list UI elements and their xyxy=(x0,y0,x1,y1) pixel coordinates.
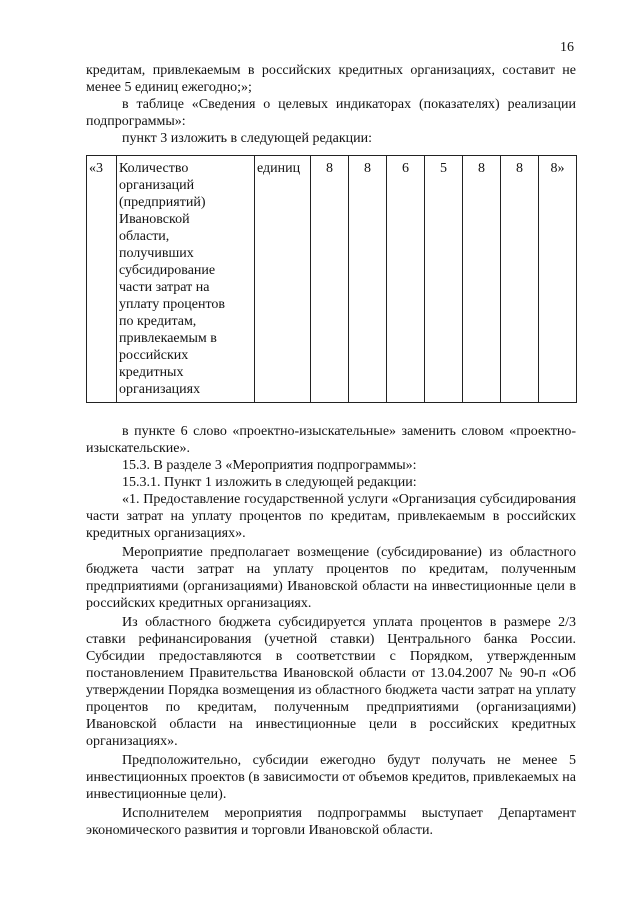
indicator-line: уплату процентов xyxy=(119,297,225,312)
paragraph: Из областного бюджета субсидируется уплата процентов в размере 2/3 ставки рефинансирования (учетной ставки) Центрального банка России. Субсидии предоставляются в соответствии с Порядком, утвержденным постановлением Правительства Ивановской области от 13.04.2007 № 90-п «Об утверждении Порядка возмещения из областного бюджета части затрат на уплату процентов по кредитам, полученным предприятиями (организациями) Ивановской области на инвестиционные цели в российских кредитных организациях». xyxy=(86,615,576,749)
paragraph: в пункте 6 слово «проектно-изыскательные» заменить словом «проектно-изыскательские». xyxy=(86,424,576,456)
indicator-line: (предприятий) xyxy=(119,195,206,210)
indicator-line: Количество xyxy=(119,161,189,176)
indicator-table xyxy=(86,155,577,403)
section-heading: 15.3. В разделе 3 «Мероприятия подпрограммы»: xyxy=(122,458,417,473)
paragraph: в таблице «Сведения о целевых индикаторах (показателях) реализации подпрограммы»: xyxy=(86,97,576,129)
page-number: 16 xyxy=(560,40,574,55)
indicator-line: кредитных xyxy=(119,365,184,380)
indicator-line: привлекаемым в xyxy=(119,331,217,346)
table-cell-value: 8 xyxy=(311,156,349,403)
indicator-line: по кредитам, xyxy=(119,314,197,329)
indicator-line: области, xyxy=(119,229,170,244)
table-cell-value: 8» xyxy=(539,156,577,403)
table-cell-value: 5 xyxy=(425,156,463,403)
table-cell-value: 8 xyxy=(463,156,501,403)
table-cell-number: «3 xyxy=(87,156,117,403)
paragraph: кредитам, привлекаемым в российских кредитных организациях, составит не менее 5 единиц ежегодно;»; xyxy=(86,63,576,95)
paragraph: пункт 3 изложить в следующей редакции: xyxy=(122,131,372,146)
table-cell-value: 8 xyxy=(501,156,539,403)
indicator-line: российских xyxy=(119,348,189,363)
subsection-heading: 15.3.1. Пункт 1 изложить в следующей редакции: xyxy=(122,475,417,490)
table-row xyxy=(87,156,577,403)
paragraph: Предположительно, субсидии ежегодно будут получать не менее 5 инвестиционных проектов (в зависимости от объемов кредитов, привлекаемых на инвестиционные цели). xyxy=(86,753,576,802)
indicator-line: организаций xyxy=(119,178,195,193)
indicator-line: получивших xyxy=(119,246,194,261)
table-cell-value: 6 xyxy=(387,156,425,403)
indicator-line: субсидирование xyxy=(119,263,216,278)
indicator-line: части затрат на xyxy=(119,280,210,295)
indicator-line: организациях xyxy=(119,382,201,397)
paragraph: «1. Предоставление государственной услуги «Организация субсидирования части затрат на уплату процентов по кредитам, привлекаемым в российских кредитных организациях». xyxy=(86,492,576,541)
table-cell-indicator xyxy=(117,156,255,403)
paragraph: Мероприятие предполагает возмещение (субсидирование) из областного бюджета части затрат на уплату процентов по кредитам, полученным предприятиями (организациями) Ивановской области на инвестиционные цели в российских кредитных организациях. xyxy=(86,545,576,611)
table-cell-value: 8 xyxy=(349,156,387,403)
paragraph: Исполнителем мероприятия подпрограммы выступает Департамент экономического развития и торговли Ивановской области. xyxy=(86,806,576,838)
indicator-line: Ивановской xyxy=(119,212,190,227)
table-cell-unit: единиц xyxy=(255,156,311,403)
document-body xyxy=(86,62,576,839)
